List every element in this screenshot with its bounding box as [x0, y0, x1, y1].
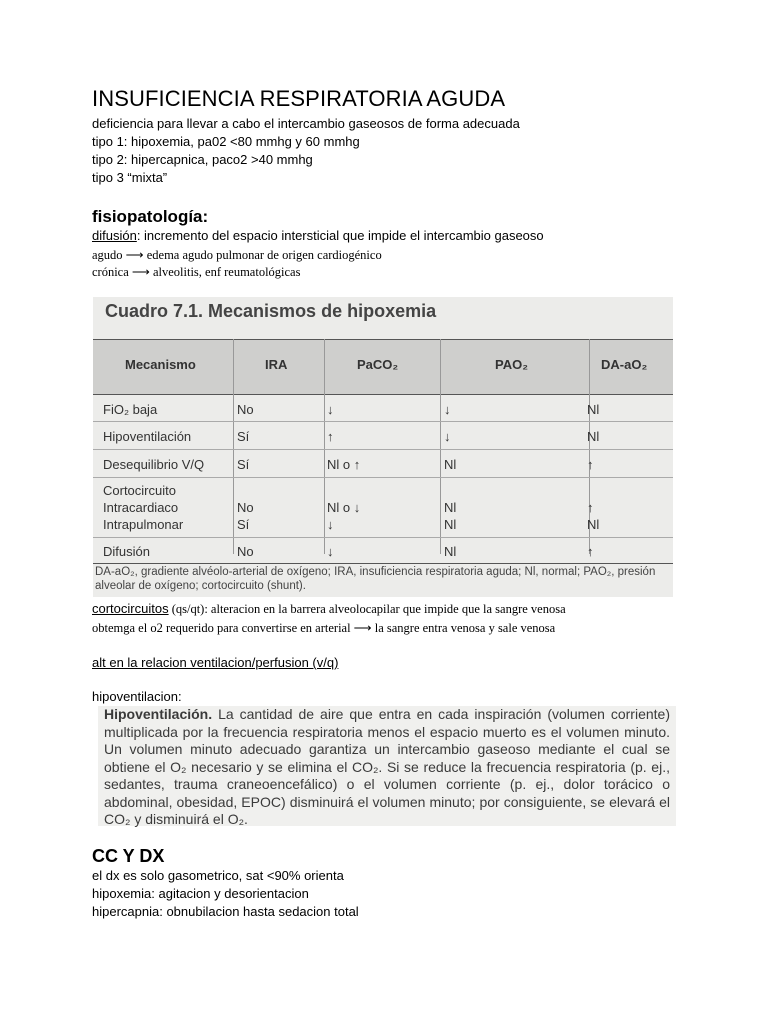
table-divider: [440, 339, 441, 554]
table-cell: Nl: [444, 544, 457, 559]
table-row-line: [93, 449, 673, 450]
table-cell: ↑: [587, 544, 594, 559]
table-header-da-ao2: DA-aO₂: [601, 357, 648, 372]
table-header-mecanismo: Mecanismo: [125, 357, 196, 372]
cortocircuitos-label: cortocircuitos: [92, 601, 169, 616]
intro-tipo-1: tipo 1: hipoxemia, pa02 <80 mmhg y 60 mmhg: [92, 134, 360, 149]
table-row-line: [93, 477, 673, 478]
cortocircuitos-text: (qs/qt): alteracion en la barrera alveolocapilar que impide que la sangre venosa: [168, 602, 566, 616]
table-cell: Hipoventilación: [103, 429, 192, 444]
agudo-line: agudo ⟶ edema agudo pulmonar de origen cardiogénico: [92, 248, 382, 262]
hipoventilacion-bold: Hipoventilación.: [104, 706, 213, 722]
table-cell: Nl: [587, 402, 600, 417]
table-cell: Cortocircuito Intracardiaco Intrapulmonar: [103, 483, 184, 532]
intro-tipo-2: tipo 2: hipercapnica, paco2 >40 mmhg: [92, 152, 313, 167]
table-cell: Nl Nl: [444, 500, 457, 532]
page-title: INSUFICIENCIA RESPIRATORIA AGUDA: [92, 86, 506, 111]
cortocircuitos-line: [92, 600, 566, 618]
intro-tipo-3: tipo 3 “mixta”: [92, 170, 168, 185]
table-divider: [233, 339, 234, 554]
alt-vq-text: alt en la relacion ventilacion/perfusion (v/q): [92, 655, 339, 670]
ccdx-line-1: el dx es solo gasometrico, sat <90% orienta: [92, 868, 344, 883]
table-title: Cuadro 7.1. Mecanismos de hipoxemia: [105, 301, 437, 321]
hipoventilacion-paragraph: [98, 706, 676, 829]
intro-definition: deficiencia para llevar a cabo el intercambio gaseosos de forma adecuada: [92, 116, 520, 131]
table-cell: ↓: [327, 402, 334, 417]
table-cell: Nl: [587, 429, 600, 444]
table-header-paco2: PaCO₂: [357, 357, 399, 372]
table-cell: ↓: [444, 429, 451, 444]
hipoxemia-table-scan: [93, 297, 673, 597]
alt-vq-line: [92, 654, 338, 672]
table-header-pao2: PAO₂: [495, 357, 528, 372]
table-cell: FiO₂ baja: [103, 402, 158, 417]
table-row-line: [93, 421, 673, 422]
cortocircuitos-line-2: obtemga el o2 requerido para convertirse en arterial ⟶ la sangre entra venosa y sale venosa: [92, 621, 556, 635]
table-row-line: [93, 537, 673, 538]
table-cell: Nl o ↑: [327, 457, 361, 472]
table-cell: ↑: [327, 429, 334, 444]
table-bottom-line: [93, 563, 673, 564]
table-cell: No Sí: [237, 500, 254, 532]
ccdx-line-3: hipercapnia: obnubilacion hasta sedacion total: [92, 904, 359, 919]
table-cell: Desequilibrio V/Q: [103, 457, 205, 472]
table-cell: ↑: [587, 457, 594, 472]
table-footnote: DA-aO₂, gradiente alvéolo-arterial de oxígeno; IRA, insuficiencia respiratoria aguda; Nl, normal; PAO₂, presión alveolar de oxígeno; cortocircuito (shunt).: [95, 566, 656, 592]
hipoventilacion-scan: [98, 706, 676, 826]
difusion-text: : incremento del espacio intersticial que impide el intercambio gaseoso: [136, 228, 544, 243]
difusion-line: [92, 227, 544, 245]
difusion-label: difusión: [92, 228, 137, 243]
table-cell: ↓: [327, 544, 334, 559]
table-cell: Difusión: [103, 544, 150, 559]
cronica-line: crónica ⟶ alveolitis, enf reumatológicas: [92, 265, 301, 279]
table-cell: Nl: [444, 457, 457, 472]
table-cell: Nl o ↓ ↓: [327, 500, 361, 532]
table-cell: Sí: [237, 457, 250, 472]
table-cell: ↓: [444, 402, 451, 417]
table-divider: [324, 339, 325, 554]
table-header-ira: IRA: [265, 357, 288, 372]
table-cell: ↑ Nl: [587, 500, 600, 532]
hipoventilacion-label: hipoventilacion:: [92, 689, 182, 704]
cc-dx-heading: CC Y DX: [92, 846, 165, 866]
hipoventilacion-text: La cantidad de aire que entra en cada inspiración (volumen corriente) multiplicada por la frecuencia respiratoria menos el espacio muerto es el volumen minuto. Un volumen minuto adecuado garantiza un intercambio gaseoso mediante el cual se obtiene el O₂ necesario y se elimina el CO₂. Si se reduce la frecuencia respiratoria (p. ej., sedantes, trauma craneoencefálico) o el volumen corriente (p. ej., dolor torácico o abdominal, obesidad, EPOC) disminuirá el volumen minuto; por consiguiente, se elevará el CO₂ y disminuirá el O₂.: [104, 706, 670, 827]
table-cell: No: [237, 402, 254, 417]
table-cell: Sí: [237, 429, 250, 444]
ccdx-line-2: hipoxemia: agitacion y desorientacion: [92, 886, 309, 901]
fisiopatologia-heading: fisiopatología:: [92, 207, 209, 226]
table-cell: No: [237, 544, 254, 559]
